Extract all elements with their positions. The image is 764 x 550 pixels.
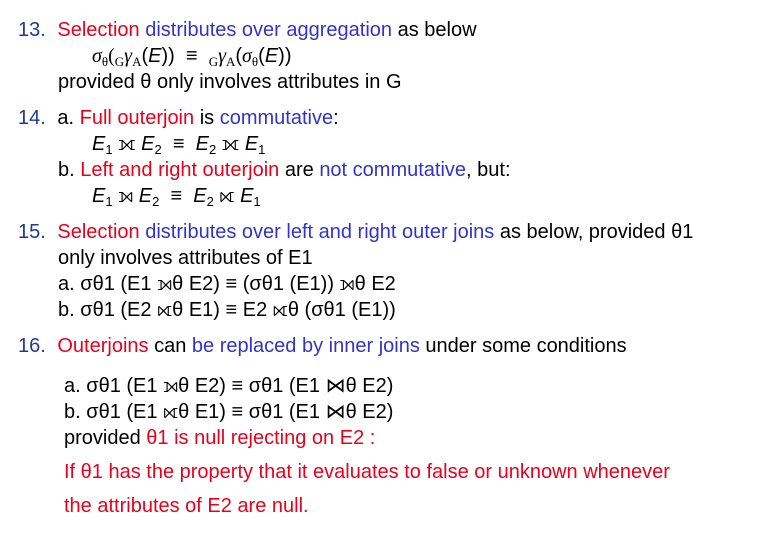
item-13 bbox=[18, 18, 477, 42]
rule-subject: Selection bbox=[57, 19, 140, 41]
rule-predicate: distributes over aggregation bbox=[145, 19, 393, 41]
item-15-cont: only involves attributes of E1 bbox=[58, 247, 313, 269]
condition-text: θ1 is null rejecting on E2 : bbox=[146, 427, 376, 449]
explanation-line-1: If θ1 has the property that it evaluates to false or unknown whenever bbox=[64, 461, 670, 483]
rule-end: : bbox=[333, 107, 339, 129]
rule-rest: under some conditions bbox=[425, 335, 627, 357]
rule-rest: as below bbox=[397, 19, 477, 41]
rule-verb: are bbox=[284, 159, 314, 181]
formula-15b: b. σθ1 (E2 ⟖θ E1) ≡ E2 ⟖θ (σθ1 (E1)) bbox=[58, 299, 396, 321]
item-number: 15. bbox=[18, 221, 46, 243]
rule-predicate: distributes over left and right outer joins bbox=[145, 221, 495, 243]
formula-16b: b. σθ1 (E1 ⟖θ E1) ≡ σθ1 (E1 ⋈θ E2) bbox=[64, 401, 394, 423]
rule-predicate: not commutative bbox=[319, 159, 467, 181]
rule-subject: Selection bbox=[57, 221, 140, 243]
formula-15a: a. σθ1 (E1 ⟕θ E2) ≡ (σθ1 (E1)) ⟕θ E2 bbox=[58, 273, 396, 295]
item-14-a bbox=[18, 106, 339, 130]
condition-16 bbox=[64, 426, 375, 450]
item-14-b bbox=[58, 158, 511, 182]
item-15 bbox=[18, 220, 693, 244]
note-13: provided θ only involves attributes in G bbox=[58, 71, 402, 93]
item-16 bbox=[18, 334, 627, 358]
formula-13: $\sigma_\theta(_G\gamma_A(E)) \equiv _G\gamma_A(\sigma_\theta(E))$ bbox=[92, 45, 292, 69]
rule-end: , but: bbox=[466, 159, 511, 181]
rule-subject: Left and right outerjoin bbox=[80, 159, 280, 181]
formula-14a: $E_1$ ⟗ $E_2 \equiv E_2$ ⟗ $E_1$ bbox=[92, 133, 266, 157]
rule-verb: can bbox=[154, 335, 187, 357]
explanation-line-2: the attributes of E2 are null. bbox=[64, 495, 309, 517]
formula-16a: a. σθ1 (E1 ⟕θ E2) ≡ σθ1 (E1 ⋈θ E2) bbox=[64, 375, 394, 397]
item-number: 13. bbox=[18, 19, 46, 41]
rule-rest: as below, provided θ1 bbox=[499, 221, 694, 243]
rule-predicate: be replaced by inner joins bbox=[191, 335, 420, 357]
condition-label: provided bbox=[64, 427, 141, 449]
rule-predicate: commutative bbox=[219, 107, 334, 129]
item-number: 16. bbox=[18, 335, 46, 357]
sub-label: a. bbox=[57, 107, 75, 129]
formula-14b: $E_1$ ⟕ $E_2 \equiv E_2$ ⟖ $E_1$ bbox=[92, 185, 261, 209]
sub-label: b. bbox=[58, 159, 75, 181]
item-number: 14. bbox=[18, 107, 46, 129]
rule-verb: is bbox=[199, 107, 215, 129]
rule-subject: Full outerjoin bbox=[79, 107, 195, 129]
rule-subject: Outerjoins bbox=[57, 335, 149, 357]
